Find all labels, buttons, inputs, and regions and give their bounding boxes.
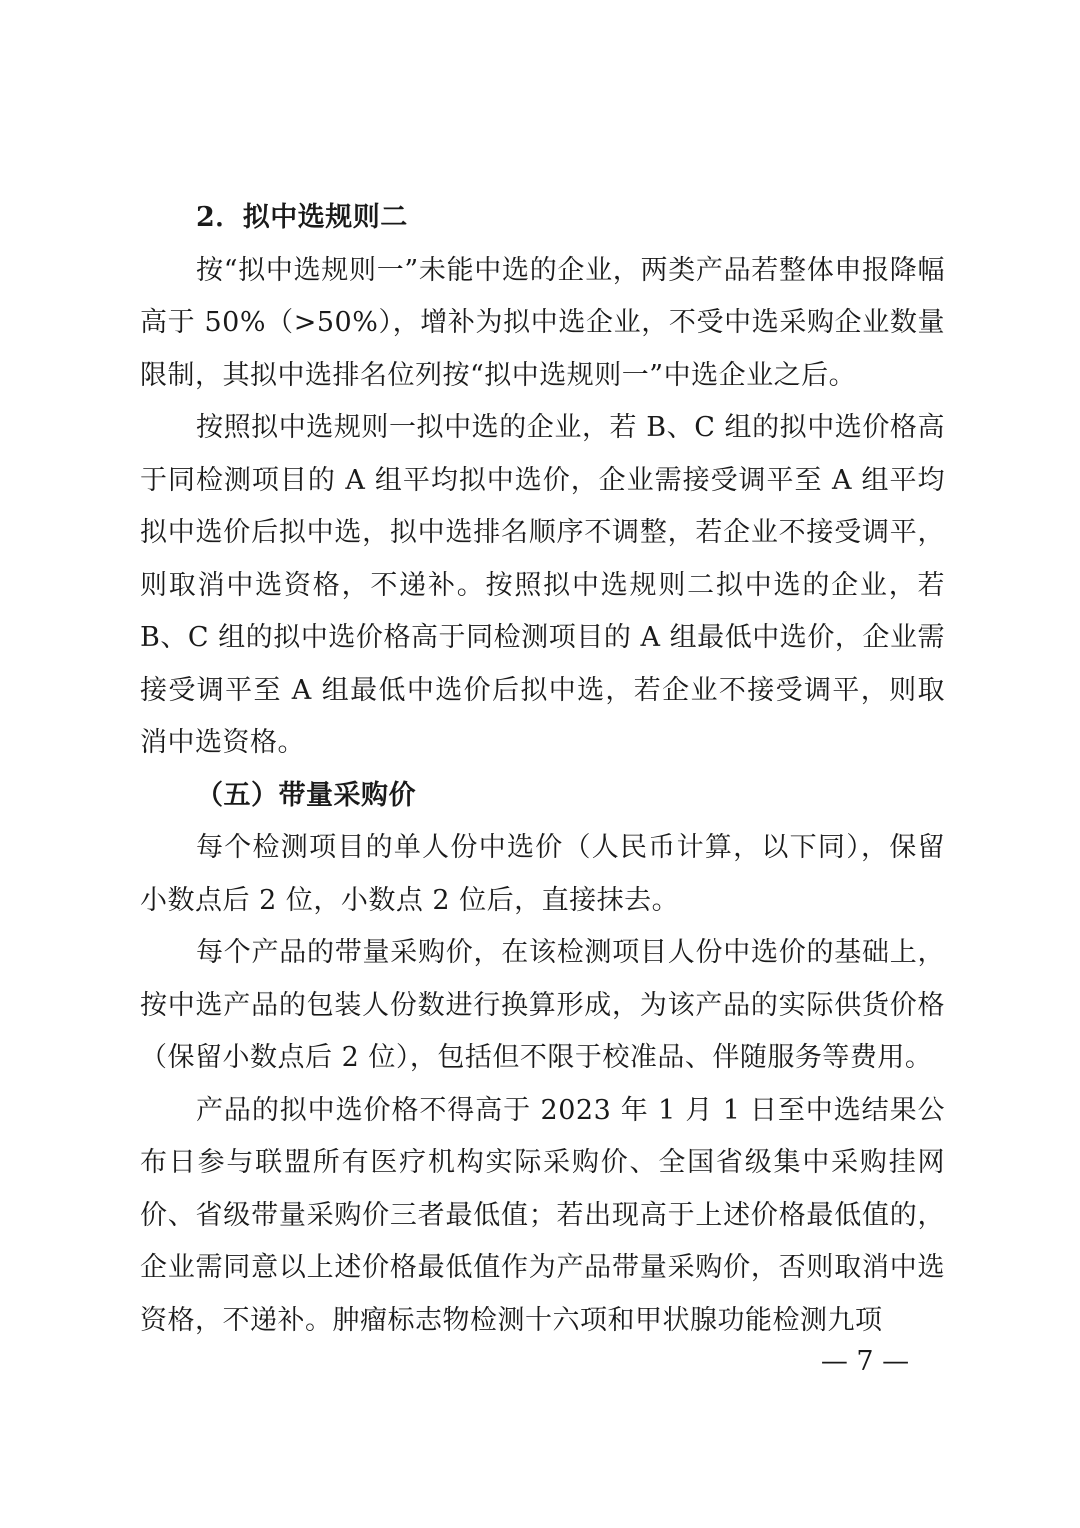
paragraph-rule-two-supplement: 按“拟中选规则一”未能中选的企业，两类产品若整体申报降幅高于 50%（>50%），增补为拟中选企业，不受中选采购企业数量限制，其拟中选排名位列按“拟中选规则一”中选企业之后。 [140, 254, 945, 391]
page-number: — 7 — [820, 1346, 910, 1377]
document-body [140, 192, 945, 1347]
paragraph-price-ceiling: 产品的拟中选价格不得高于 2023 年 1 月 1 日至中选结果公布日参与联盟所有医疗机构实际采购价、全国省级集中采购挂网价、省级带量采购价三者最低值；若出现高于上述价格最低值的，企业需同意以上述价格最低值作为产品带量采购价，否则取消中选资格，不递补。肿瘤标志物检测十六项和甲状腺功能检测九项 [140, 1094, 945, 1336]
heading-rule-two: 2．拟中选规则二 [196, 202, 408, 233]
paragraph-product-purchase-price: 每个产品的带量采购价，在该检测项目人份中选价的基础上，按中选产品的包装人份数进行换算形成，为该产品的实际供货价格（保留小数点后 2 位），包括但不限于校准品、伴随服务等费用。 [140, 937, 945, 1073]
heading-volume-purchase-price: （五）带量采购价 [196, 779, 416, 811]
paragraph-unit-price-rounding: 每个检测项目的单人份中选价（人民币计算，以下同），保留小数点后 2 位，小数点 2 位后，直接抹去。 [140, 832, 945, 916]
paragraph-price-adjustment: 按照拟中选规则一拟中选的企业，若 B、C 组的拟中选价格高于同检测项目的 A 组平均拟中选价，企业需接受调平至 A 组平均拟中选价后拟中选，拟中选排名顺序不调整，若企业不接受调平，则取消中选资格，不递补。按照拟中选规则二拟中选的企业，若 B、C 组的拟中选价格高于同检测项目的 A 组最低中选价，企业需接受调平至 A 组最低中选价后拟中选，若企业不接受调平，则取消中选资格。 [140, 412, 945, 758]
